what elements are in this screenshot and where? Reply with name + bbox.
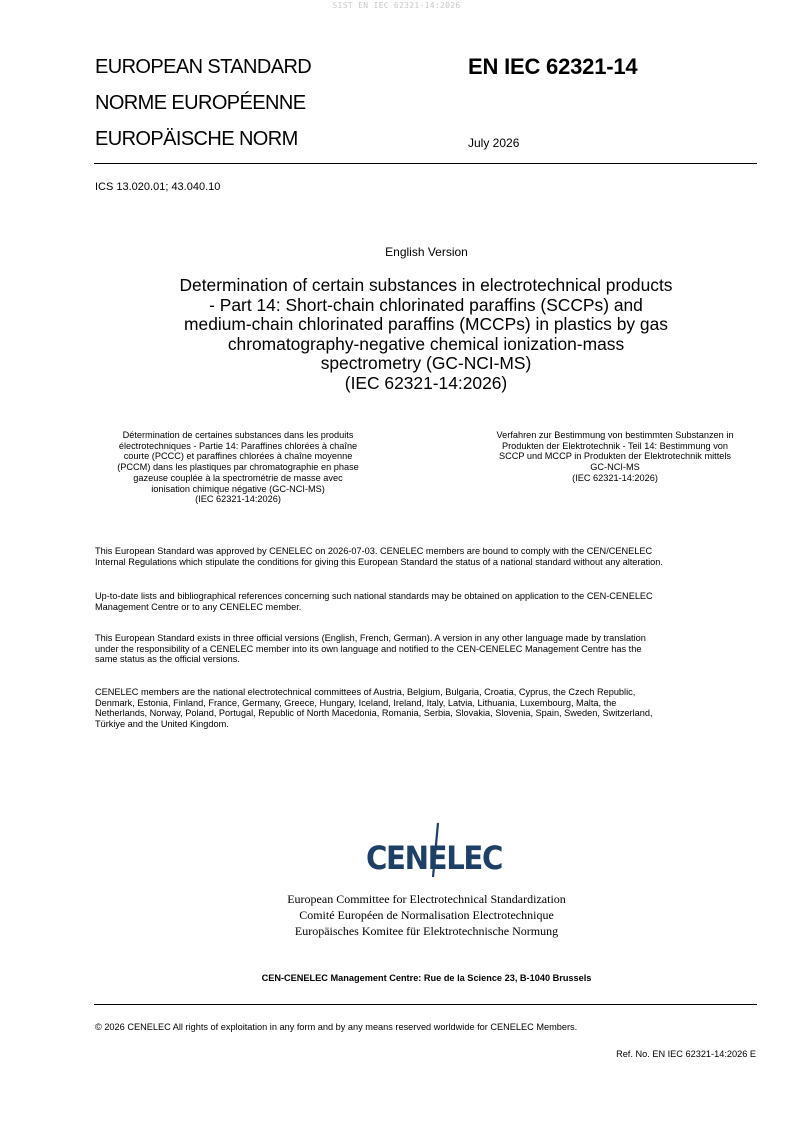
french-title-line: gazeuse couplée à la spectrométrie de masse avec [133, 472, 343, 483]
standard-name-fr: NORME EUROPÉENNE [95, 92, 306, 114]
paragraph-line: Up-to-date lists and bibliographical references concerning such national standards may be obtained on application to the CEN-CENELEC [95, 591, 653, 601]
members-paragraph [95, 687, 765, 729]
ics-codes: ICS 13.020.01; 43.040.10 [95, 181, 221, 193]
publication-date: July 2026 [468, 136, 520, 150]
title-line: chromatography-negative chemical ionization-mass [227, 333, 625, 354]
paragraph-line: Denmark, Estonia, Finland, France, Germany, Greece, Hungary, Iceland, Ireland, Italy, Latvia, Lithuania, Luxembourg, Malta, the [95, 697, 617, 708]
paragraph-line: same status as the official versions. [95, 654, 240, 665]
paragraph-line: Netherlands, Norway, Poland, Portugal, Republic of North Macedonia, Romania, Serbia, Slovakia, Slovenia, Spain, Sweden, Switzerland, [95, 708, 653, 719]
title-line: Determination of certain substances in electrotechnical products [179, 275, 673, 295]
german-title-line: GC-NCI-MS [590, 462, 640, 473]
french-title-line: (IEC 62321-14:2026) [195, 494, 281, 505]
french-title-line: ionisation chimique négative (GC-NCI-MS) [151, 483, 325, 494]
org-name-fr: Comité Européen de Normalisation Electrotechnique [299, 908, 554, 922]
paragraph-line: Management Centre or to any CENELEC member. [95, 601, 302, 612]
french-title-line: (PCCM) dans les plastiques par chromatographie en phase [117, 462, 359, 473]
french-title [86, 430, 390, 505]
paragraph-line: Türkiye and the United Kingdom. [95, 718, 229, 729]
paragraph-line: under the responsibility of a CENELEC member into its own language and notified to the CEN-CENELEC Management Centre has the [95, 643, 642, 654]
french-title-line: électrotechniques - Partie 14: Paraffines chlorées à chaîne [118, 440, 358, 451]
org-name-de: Europäisches Komitee für Elektrotechnische Normung [294, 924, 559, 938]
watermark-text: SIST EN IEC 62321-14:2026 [332, 1, 461, 10]
references-paragraph [95, 591, 765, 612]
title-line: spectrometry (GC-NCI-MS) [320, 353, 532, 373]
standard-name-de: EUROPÄISCHE NORM [95, 128, 298, 150]
approval-paragraph [95, 546, 765, 567]
versions-paragraph [95, 633, 765, 665]
paragraph-line: This European Standard exists in three official versions (English, French, German). A version in any other language made by translation [95, 633, 646, 643]
paragraph-line: CENELEC members are the national electrotechnical committees of Austria, Belgium, Bulgaria, Croatia, Cyprus, the Czech Republic, [95, 687, 636, 697]
title-line: (IEC 62321-14:2026) [344, 372, 508, 393]
cenelec-logo [362, 820, 507, 880]
copyright-notice: © 2026 CENELEC All rights of exploitation in any form and by any means reserved worldwide for CENELEC Members. [95, 1022, 578, 1032]
french-title-line: courte (PCCC) et paraffines chlorées à chaîne moyenne [123, 451, 353, 462]
footer-rule [94, 1004, 757, 1005]
org-name-en: European Committee for Electrotechnical Standardization [287, 892, 566, 906]
reference-number: Ref. No. EN IEC 62321-14:2026 E [616, 1049, 756, 1059]
header-rule [94, 163, 757, 164]
management-centre-address: CEN-CENELEC Management Centre: Rue de la Science 23, B-1040 Brussels [261, 973, 592, 983]
german-title-line: Produkten der Elektrotechnik - Teil 14: Bestimmung von [501, 440, 729, 451]
standard-name-en: EUROPEAN STANDARD [95, 56, 312, 78]
paragraph-line: Internal Regulations which stipulate the conditions for giving this European Standard the status of a national standard without any alteration. [95, 556, 663, 567]
german-title-line: Verfahren zur Bestimmung von bestimmten Substanzen in [496, 430, 734, 440]
title-line: - Part 14: Short-chain chlorinated paraffins (SCCPs) and [209, 294, 643, 315]
german-title-line: SCCP und MCCP in Produkten der Elektrotechnik mittels [498, 451, 731, 462]
document-title [146, 276, 706, 393]
german-title-line: (IEC 62321-14:2026) [572, 472, 658, 483]
paragraph-line: This European Standard was approved by CENELEC on 2026-07-03. CENELEC members are bound to comply with the CEN/CENELEC [95, 546, 653, 556]
logo-wordmark: CENELEC [366, 839, 503, 877]
title-line: medium-chain chlorinated paraffins (MCCPs) in plastics by gas [184, 314, 668, 334]
german-title [462, 430, 768, 484]
standard-number: EN IEC 62321-14 [468, 54, 638, 79]
version-label: English Version [385, 245, 468, 259]
french-title-line: Détermination de certaines substances dans les produits [122, 430, 354, 440]
organisation-names [0, 891, 793, 939]
